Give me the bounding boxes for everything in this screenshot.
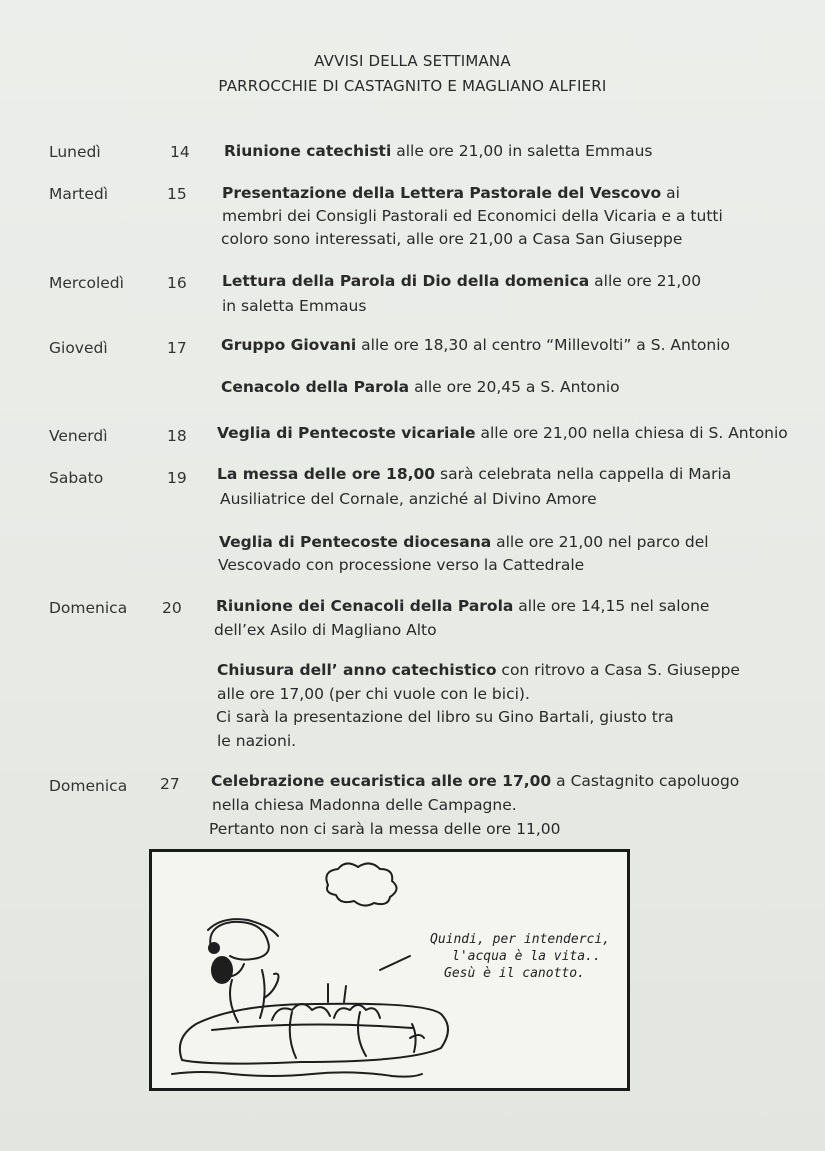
water-waves bbox=[172, 1072, 422, 1077]
event-title: Presentazione della Lettera Pastorale del Vescovo bbox=[222, 184, 662, 202]
event-text: alle ore 14,15 nel salone bbox=[513, 597, 710, 615]
cartoon-panel bbox=[149, 849, 630, 1091]
event-text: coloro sono interessati, alle ore 21,00 a Casa San Giuseppe bbox=[221, 230, 683, 248]
day-number: 15 bbox=[167, 185, 187, 203]
event-text: Ci sarà la presentazione del libro su Gino Bartali, giusto tra bbox=[216, 708, 674, 726]
event-title: Chiusura dell’ anno catechistico bbox=[217, 661, 497, 679]
event-line bbox=[216, 596, 709, 616]
event-line bbox=[221, 377, 620, 397]
event-title: Veglia di Pentecoste diocesana bbox=[219, 533, 492, 551]
event-title: Lettura della Parola di Dio della domenica bbox=[222, 272, 590, 290]
event-text: alle ore 18,30 al centro “Millevolti” a S. Antonio bbox=[356, 336, 731, 354]
event-text: Ausiliatrice del Cornale, anziché al Divino Amore bbox=[220, 490, 597, 508]
day-label: Giovedì bbox=[49, 339, 108, 357]
day-label: Domenica bbox=[49, 599, 128, 617]
title-line-2: PARROCCHIE DI CASTAGNITO E MAGLIANO ALFIERI bbox=[218, 77, 607, 95]
speech-bubble-line-1: Quindi, per intenderci, bbox=[430, 932, 611, 947]
day-number: 14 bbox=[170, 143, 190, 161]
day-number: 16 bbox=[167, 274, 187, 292]
event-text: Pertanto non ci sarà la messa delle ore 11,00 bbox=[209, 820, 561, 838]
speech-bubble-line-2: l'acqua è la vita.. bbox=[452, 949, 601, 964]
event-title: Gruppo Giovani bbox=[221, 336, 357, 354]
event-line bbox=[221, 335, 730, 355]
event-text: Vescovado con processione verso la Cattedrale bbox=[218, 556, 585, 574]
day-number: 17 bbox=[167, 339, 187, 357]
snoopy-body bbox=[230, 970, 265, 1022]
event-text: alle ore 21,00 bbox=[589, 272, 702, 290]
event-text: con ritrovo a Casa S. Giuseppe bbox=[496, 661, 740, 679]
event-title: Riunione dei Cenacoli della Parola bbox=[216, 597, 514, 615]
event-line bbox=[211, 771, 739, 791]
day-label: Sabato bbox=[49, 469, 104, 487]
event-text: dell’ex Asilo di Magliano Alto bbox=[214, 621, 437, 639]
event-text: le nazioni. bbox=[217, 732, 297, 750]
day-number: 18 bbox=[167, 427, 187, 445]
event-line bbox=[219, 532, 709, 552]
day-label: Venerdì bbox=[49, 427, 108, 445]
event-text: alle ore 21,00 nella chiesa di S. Antonio bbox=[475, 424, 788, 442]
raft-drawing bbox=[180, 1004, 448, 1064]
day-label: Domenica bbox=[49, 777, 128, 795]
snoopy-head bbox=[210, 922, 269, 960]
day-label: Mercoledì bbox=[49, 274, 124, 292]
event-text: sarà celebrata nella cappella di Maria bbox=[435, 465, 732, 483]
event-title: Riunione catechisti bbox=[224, 142, 392, 160]
event-text: alle ore 20,45 a S. Antonio bbox=[409, 378, 620, 396]
event-text: membri dei Consigli Pastorali ed Economici della Vicaria e a tutti bbox=[222, 207, 723, 225]
event-title: Celebrazione eucaristica alle ore 17,00 bbox=[211, 772, 552, 790]
event-text: ai bbox=[661, 184, 680, 202]
event-text: alle ore 21,00 in saletta Emmaus bbox=[391, 142, 653, 160]
event-text: nella chiesa Madonna delle Campagne. bbox=[212, 796, 517, 814]
event-text: in saletta Emmaus bbox=[222, 297, 367, 315]
event-line bbox=[222, 183, 680, 203]
day-number: 27 bbox=[160, 775, 180, 793]
event-text: alle ore 17,00 (per chi vuole con le bici). bbox=[217, 685, 530, 703]
event-title: Cenacolo della Parola bbox=[221, 378, 410, 396]
event-line bbox=[217, 464, 731, 484]
day-label: Lunedì bbox=[49, 143, 101, 161]
event-line bbox=[217, 660, 740, 680]
day-number: 19 bbox=[167, 469, 187, 487]
day-label: Martedì bbox=[49, 185, 109, 203]
event-text: alle ore 21,00 nel parco del bbox=[491, 533, 709, 551]
speech-line bbox=[380, 956, 410, 970]
title-line-1: AVVISI DELLA SETTIMANA bbox=[314, 52, 511, 70]
event-title: Veglia di Pentecoste vicariale bbox=[217, 424, 476, 442]
event-title: La messa delle ore 18,00 bbox=[217, 465, 436, 483]
event-line bbox=[224, 141, 653, 161]
event-line bbox=[217, 423, 788, 443]
event-line bbox=[222, 271, 701, 291]
speech-bubble-line-3: Gesù è il canotto. bbox=[444, 966, 585, 981]
cloud-drawing bbox=[326, 863, 396, 905]
event-text: a Castagnito capoluogo bbox=[551, 772, 740, 790]
day-number: 20 bbox=[162, 599, 182, 617]
